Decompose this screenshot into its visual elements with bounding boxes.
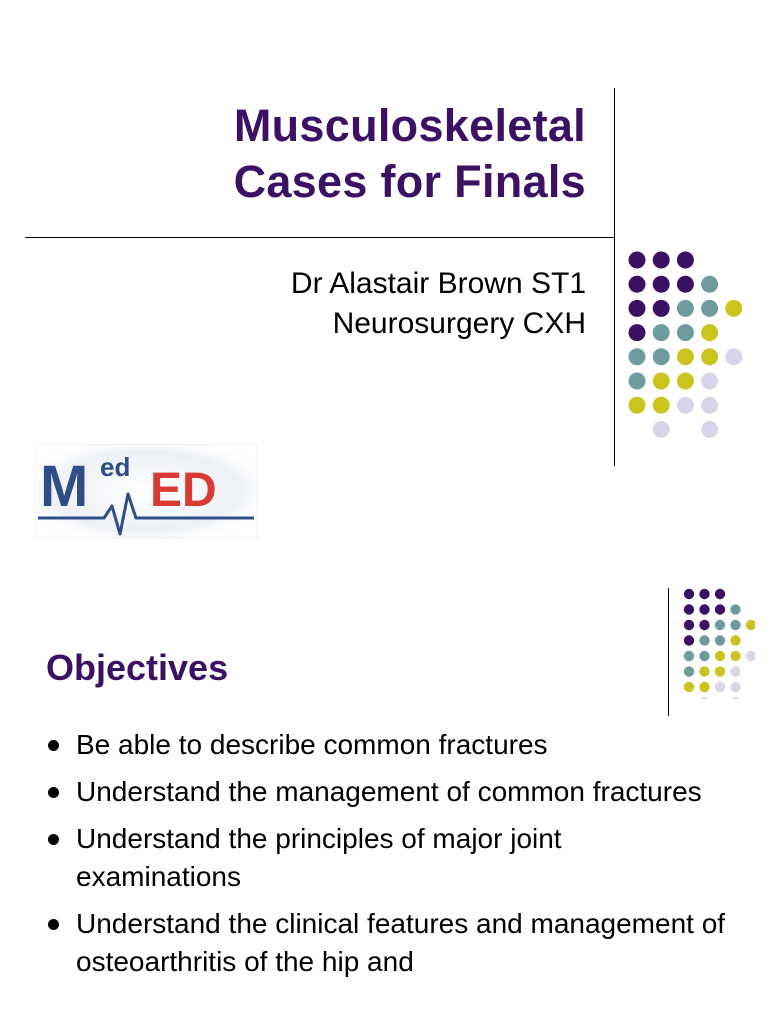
dot-pattern-decoration-small [681,587,755,699]
list-item-text: Understand the principles of major joint examinations [76,823,562,892]
decorative-dot [715,604,725,614]
bullet-icon [48,834,59,845]
decorative-dot [701,373,718,390]
decorative-dot [701,324,718,341]
logo-letter-m: M [40,454,89,519]
decorative-dot [677,348,694,365]
bullet-icon [48,740,59,751]
decorative-dot [677,300,694,317]
decorative-dot [629,397,646,414]
decorative-dot [715,651,725,661]
decorative-dot [653,421,670,438]
list-item-text: Be able to describe common fractures [76,729,548,760]
vertical-divider-small [668,588,669,716]
list-item [46,773,726,811]
list-item-text: Understand the management of common fractures [76,776,702,807]
decorative-dot [699,635,709,645]
decorative-dot [699,604,709,614]
decorative-dot [715,635,725,645]
decorative-dot [730,635,740,645]
list-item-text: Understand the clinical features and management of osteoarthritis of the hip and [76,908,726,977]
logo-superscript-ed: ed [100,452,131,482]
decorative-dot [699,620,709,630]
list-item [46,820,726,896]
decorative-dot [653,324,670,341]
logo-letters-ed: ED [150,464,217,517]
meded-logo-graphic [34,444,258,538]
meded-logo [34,444,258,538]
decorative-dot [725,348,742,365]
decorative-dot [715,589,725,599]
decorative-dot [629,276,646,293]
subtitle-line-2: Neurosurgery CXH [332,307,586,340]
decorative-dot [746,651,755,661]
decorative-dot [653,252,670,269]
objectives-heading: Objectives [46,647,229,688]
decorative-dot [684,682,694,692]
decorative-dot [653,300,670,317]
bullet-icon [48,919,59,930]
decorative-dot [699,697,709,699]
list-item [46,905,726,981]
title-line-2: Cases for Finals [233,156,586,207]
decorative-dot [730,604,740,614]
decorative-dot [677,324,694,341]
decorative-dot [701,397,718,414]
decorative-dot [653,276,670,293]
decorative-dot [730,651,740,661]
decorative-dot [684,620,694,630]
objectives-list [46,726,726,990]
decorative-dot [677,252,694,269]
decorative-dot [699,666,709,676]
decorative-dot [715,666,725,676]
decorative-dot [699,589,709,599]
vertical-divider [614,88,615,466]
decorative-dot [684,635,694,645]
decorative-dot [725,300,742,317]
decorative-dot [699,651,709,661]
decorative-dot [677,276,694,293]
decorative-dot [629,373,646,390]
list-item [46,726,726,764]
dot-pattern-decoration [624,248,746,440]
subtitle-line-1: Dr Alastair Brown ST1 [290,267,586,300]
decorative-dot [701,300,718,317]
decorative-dot [653,348,670,365]
decorative-dot [629,348,646,365]
decorative-dot [684,589,694,599]
decorative-dot [684,651,694,661]
decorative-dot [653,373,670,390]
decorative-dot [629,324,646,341]
decorative-dot [629,252,646,269]
decorative-dot [701,276,718,293]
decorative-dot [684,666,694,676]
horizontal-divider [25,237,615,238]
decorative-dot [701,348,718,365]
decorative-dot [701,421,718,438]
decorative-dot [653,397,670,414]
decorative-dot [715,620,725,630]
decorative-dot [684,604,694,614]
decorative-dot [677,397,694,414]
decorative-dot [677,373,694,390]
slide-title [234,98,586,210]
decorative-dot [715,682,725,692]
decorative-dot [746,620,755,630]
decorative-dot [699,682,709,692]
title-line-1: Musculoskeletal [233,100,586,151]
bullet-icon [48,787,59,798]
decorative-dot [730,620,740,630]
decorative-dot [730,697,740,699]
decorative-dot [730,682,740,692]
decorative-dot [730,666,740,676]
decorative-dot [629,300,646,317]
slide-subtitle [291,264,586,344]
